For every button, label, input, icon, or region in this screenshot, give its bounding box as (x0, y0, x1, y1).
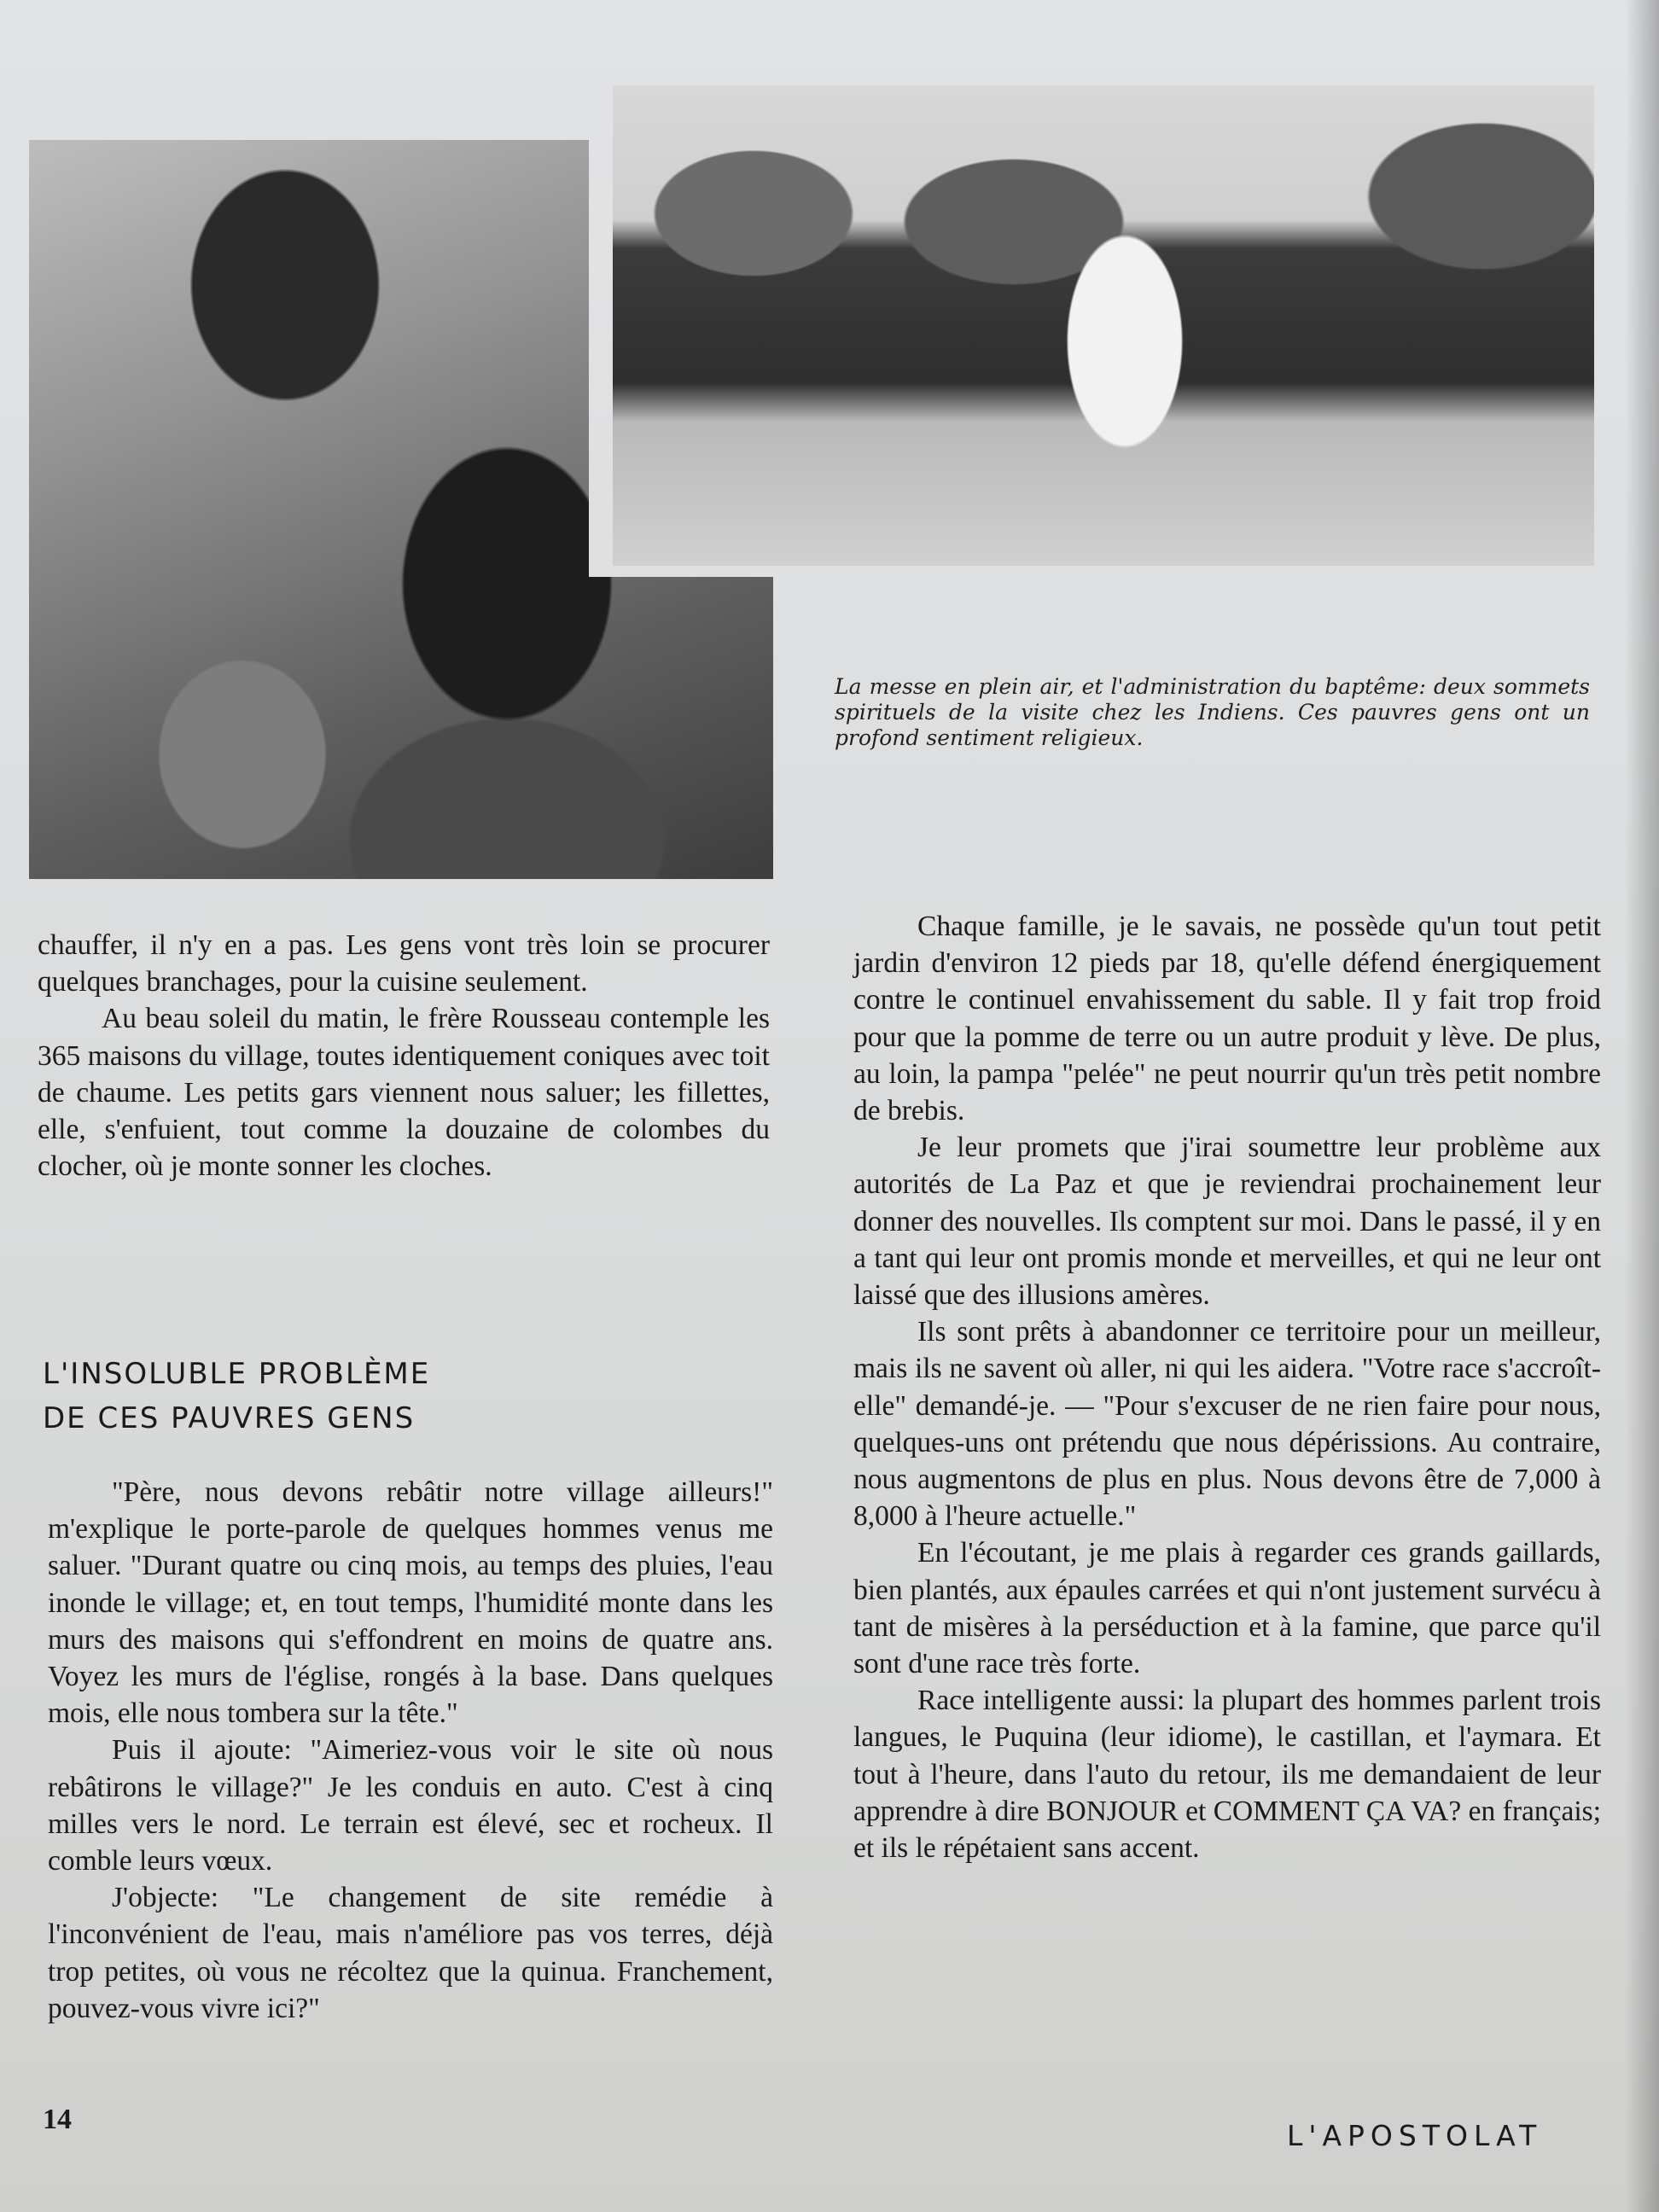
left-column-bottom (48, 1474, 773, 2027)
paragraph: En l'écoutant, je me plais à regarder ces grands gaillards, bien plantés, aux épaules carrées et qui n'ont justement survécu à tant de misères à la perséduction et à la famine, que parce qu'il sont d'une race très forte. (853, 1537, 1601, 1680)
paragraph: Chaque famille, je le savais, ne possède qu'un tout petit jardin d'environ 12 pieds par 18, qu'elle défend énergiquement contre le continuel envahissement du sable. Il y fait trop froid pour que la pomme de terre ou un autre produit y lève. De plus, au loin, la pampa "pelée" ne peut nourrir qu'un très petit nombre de brebis. (853, 911, 1601, 1127)
subheading-line-2: DE CES PAUVRES GENS (43, 1401, 416, 1435)
paragraph: J'objecte: "Le changement de site remédie à l'inconvénient de l'eau, mais n'améliore pas vos terres, déjà trop petites, où vous ne récoltez que la quinua. Franchement, pouvez-vous vivre ici?" (48, 1882, 773, 2024)
page-edge-shadow (1625, 0, 1659, 2212)
outdoor-mass-photo (613, 85, 1594, 566)
paragraph: chauffer, il n'y en a pas. Les gens vont très loin se procurer quelques branchages, pour la cuisine seulement. (38, 929, 770, 998)
right-column (853, 908, 1601, 1866)
paragraph: Je leur promets que j'irai soumettre leur problème aux autorités de La Paz et que je reviendrai prochainement leur donner des nouvelles. Ils comptent sur moi. Dans le passé, il y en a tant qui leur ont promis monde et merveilles, et qui ne leur ont laissé que des illusions amères. (853, 1132, 1601, 1312)
paragraph: Puis il ajoute: "Aimeriez-vous voir le site où nous rebâtirons le village?" Je les conduis en auto. C'est à cinq milles vers le nord. Le terrain est élevé, sec et rocheux. Il comble leurs vœux. (48, 1734, 773, 1877)
section-subheading (43, 1352, 430, 1441)
paragraph: Race intelligente aussi: la plupart des hommes parlent trois langues, le Puquina (leur idiome), le castillan, et l'aymara. Et tout à l'heure, dans l'auto du retour, ils me demandaient de leur apprendre à dire BONJOUR et COMMENT ÇA VA? en français; et ils le répétaient sans accent. (853, 1685, 1601, 1865)
subheading-line-1: L'INSOLUBLE PROBLÈME (43, 1357, 431, 1391)
left-column-top (38, 927, 770, 1185)
paragraph: Au beau soleil du matin, le frère Rousseau contemple les 365 maisons du village, toutes identiquement coniques avec toit de chaume. Les petits gars viennent nous saluer; les fillettes, elle, s'enfuient, tout comme la douzaine de colombes du clocher, où je monte sonner les cloches. (38, 1003, 770, 1183)
page-number: 14 (43, 2104, 72, 2135)
paragraph: "Père, nous devons rebâtir notre village ailleurs!" m'explique le porte-parole de quelques hommes venus me saluer. "Durant quatre ou cinq mois, au temps des pluies, l'eau inonde le village; et, en tout temps, l'humidité monte dans les murs des maisons qui s'effondrent en moins de quatre ans. Voyez les murs de l'église, rongés à la base. Dans quelques mois, elle nous tombera sur la tête." (48, 1476, 773, 1730)
paragraph: Ils sont prêts à abandonner ce territoire pour un meilleur, mais ils ne savent où aller, ni qui les aidera. "Votre race s'accroît-elle" demandé-je. — "Pour s'excuser de ne rien faire pour nous, quelques-uns ont prétendu que nous dépérissions. Au contraire, nous augmentons de plus en plus. Nous devons être de 7,000 à 8,000 à l'heure actuelle." (853, 1316, 1601, 1533)
publication-name: L'APOSTOLAT (1287, 2119, 1543, 2152)
photo-caption: La messe en plein air, et l'administration du baptême: deux sommets spirituels de la visite chez les Indiens. Ces pauvres gens ont un profond sentiment religieux. (835, 674, 1590, 750)
